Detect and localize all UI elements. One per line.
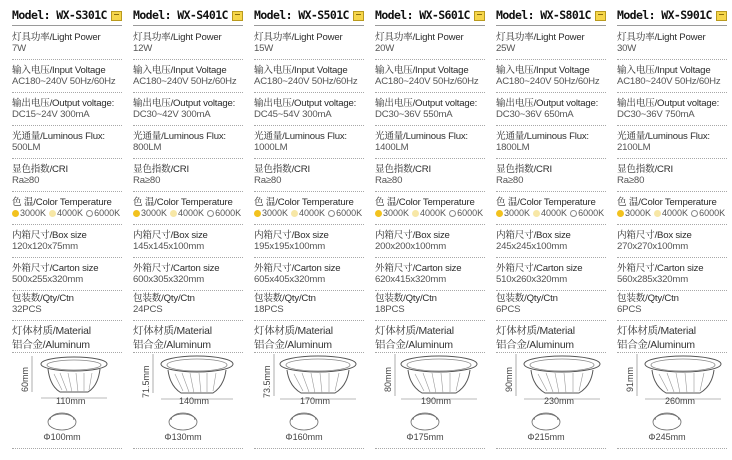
temp-neutral: 4000K	[299, 208, 326, 218]
cool-dot-icon	[449, 210, 456, 217]
title-rule	[133, 25, 243, 26]
flux-label: 光通量/Luminous Flux:	[375, 131, 468, 142]
carton-value: 605x405x320mm	[254, 274, 325, 285]
bottom-rule	[375, 448, 485, 449]
temp-cool: 6000K	[699, 208, 726, 218]
temp-row	[617, 192, 727, 225]
carton-row	[254, 258, 364, 291]
input-row	[496, 60, 606, 93]
output-value: DC45~54V 300mA	[254, 109, 332, 120]
box-value: 245x245x100mm	[496, 241, 567, 252]
warm-dot-icon	[617, 210, 624, 217]
warm-dot-icon	[133, 210, 140, 217]
flux-row	[12, 126, 122, 159]
flux-row	[133, 126, 243, 159]
input-label: 输入电压/Input Voltage	[12, 65, 106, 76]
box-label: 内箱尺寸/Box size	[133, 230, 208, 241]
temp-options	[375, 208, 486, 218]
power-value: 25W	[496, 43, 516, 54]
title-rule	[12, 25, 122, 26]
flux-row	[254, 126, 364, 159]
height-dimension: 73.5mm	[262, 365, 272, 398]
temp-neutral: 4000K	[662, 208, 689, 218]
input-row	[617, 60, 727, 93]
flux-label: 光通量/Luminous Flux:	[496, 131, 589, 142]
material-row	[617, 320, 727, 353]
cri-row	[375, 159, 485, 192]
qty-row	[617, 288, 727, 321]
material-row	[254, 320, 364, 353]
output-value: DC30~36V 650mA	[496, 109, 574, 120]
qty-value: 6PCS	[617, 304, 642, 315]
power-value: 12W	[133, 43, 153, 54]
output-label: 输出电压/Output voltage:	[617, 98, 720, 109]
spec-column-s301c	[12, 0, 128, 460]
temp-neutral: 4000K	[178, 208, 205, 218]
title-rule	[254, 25, 364, 26]
output-value: DC30~36V 550mA	[375, 109, 453, 120]
energy-badge-icon	[111, 11, 122, 21]
qty-row	[375, 288, 485, 321]
power-value: 30W	[617, 43, 637, 54]
output-value: DC30~36V 750mA	[617, 109, 695, 120]
output-value: DC15~24V 300mA	[12, 109, 90, 120]
cri-label: 显色指数/CRI	[496, 164, 552, 175]
flux-row	[496, 126, 606, 159]
model-title: Model: WX-S401C	[133, 8, 228, 22]
temp-label: 色 温/Color Temperature	[375, 197, 475, 208]
qty-row	[496, 288, 606, 321]
material-label: 灯体材质/Material	[254, 326, 333, 337]
carton-label: 外箱尺寸/Carton size	[254, 263, 341, 274]
power-label: 灯具功率/Light Power	[254, 32, 343, 43]
input-label: 输入电压/Input Voltage	[254, 65, 348, 76]
spec-column-s801c	[496, 0, 612, 460]
temp-label: 色 温/Color Temperature	[254, 197, 354, 208]
qty-value: 18PCS	[254, 304, 284, 315]
carton-value: 500x255x320mm	[12, 274, 83, 285]
input-row	[133, 60, 243, 93]
input-value: AC180~240V 50Hz/60Hz	[496, 76, 600, 87]
temp-options	[133, 208, 244, 218]
qty-label: 包装数/Qty/Ctn	[496, 293, 558, 304]
input-label: 输入电压/Input Voltage	[617, 65, 711, 76]
temp-options	[12, 208, 123, 218]
height-dimension: 60mm	[20, 366, 30, 392]
qty-value: 24PCS	[133, 304, 163, 315]
carton-value: 620x415x320mm	[375, 274, 446, 285]
input-label: 输入电压/Input Voltage	[133, 65, 227, 76]
material-label: 灯体材质/Material	[496, 326, 575, 337]
carton-label: 外箱尺寸/Carton size	[496, 263, 583, 274]
warm-dot-icon	[496, 210, 503, 217]
neutral-dot-icon	[291, 210, 298, 217]
spec-column-s401c	[133, 0, 249, 460]
flux-label: 光通量/Luminous Flux:	[254, 131, 347, 142]
power-row	[254, 27, 364, 60]
model-title: Model: WX-S501C	[254, 8, 349, 22]
material-value: 铝合金/Aluminum	[133, 340, 211, 351]
cutout-dimension: Φ215mm	[527, 432, 565, 442]
input-row	[12, 60, 122, 93]
temp-neutral: 4000K	[541, 208, 568, 218]
output-label: 输出电压/Output voltage:	[375, 98, 478, 109]
material-value: 铝合金/Aluminum	[12, 340, 90, 351]
cri-label: 显色指数/CRI	[254, 164, 310, 175]
power-row	[617, 27, 727, 60]
material-value: 铝合金/Aluminum	[254, 340, 332, 351]
input-row	[254, 60, 364, 93]
material-label: 灯体材质/Material	[617, 326, 696, 337]
flux-value: 2100LM	[617, 142, 651, 153]
flux-label: 光通量/Luminous Flux:	[133, 131, 226, 142]
model-title: Model: WX-S301C	[12, 8, 107, 22]
material-row	[133, 320, 243, 353]
width-dimension: 230mm	[544, 396, 575, 406]
neutral-dot-icon	[49, 210, 56, 217]
box-row	[12, 225, 122, 258]
power-row	[496, 27, 606, 60]
temp-row	[133, 192, 243, 225]
bottom-rule	[254, 448, 364, 449]
temp-row	[12, 192, 122, 225]
cri-row	[496, 159, 606, 192]
temp-warm: 3000K	[141, 208, 168, 218]
carton-row	[133, 258, 243, 291]
output-row	[12, 93, 122, 126]
output-value: DC30~42V 300mA	[133, 109, 211, 120]
flux-label: 光通量/Luminous Flux:	[617, 131, 710, 142]
temp-row	[375, 192, 485, 225]
flux-value: 800LM	[133, 142, 162, 153]
material-value: 铝合金/Aluminum	[496, 340, 574, 351]
output-row	[496, 93, 606, 126]
box-label: 内箱尺寸/Box size	[12, 230, 87, 241]
cri-label: 显色指数/CRI	[617, 164, 673, 175]
temp-cool: 6000K	[457, 208, 484, 218]
cri-value: Ra≥80	[133, 175, 161, 186]
flux-row	[375, 126, 485, 159]
bottom-rule	[617, 448, 727, 449]
cool-dot-icon	[207, 210, 214, 217]
energy-badge-icon	[474, 11, 485, 21]
carton-row	[496, 258, 606, 291]
cri-value: Ra≥80	[375, 175, 403, 186]
temp-warm: 3000K	[262, 208, 289, 218]
width-dimension: 190mm	[421, 396, 452, 406]
model-title: Model: WX-S901C	[617, 8, 712, 22]
bottom-rule	[12, 448, 122, 449]
box-value: 200x200x100mm	[375, 241, 446, 252]
temp-cool: 6000K	[215, 208, 242, 218]
warm-dot-icon	[375, 210, 382, 217]
model-title: Model: WX-S801C	[496, 8, 591, 22]
power-label: 灯具功率/Light Power	[496, 32, 585, 43]
cri-row	[254, 159, 364, 192]
carton-value: 560x285x320mm	[617, 274, 688, 285]
temp-label: 色 温/Color Temperature	[617, 197, 717, 208]
carton-row	[617, 258, 727, 291]
power-value: 20W	[375, 43, 395, 54]
qty-label: 包装数/Qty/Ctn	[12, 293, 74, 304]
neutral-dot-icon	[170, 210, 177, 217]
qty-row	[133, 288, 243, 321]
temp-neutral: 4000K	[420, 208, 447, 218]
temp-warm: 3000K	[625, 208, 652, 218]
qty-label: 包装数/Qty/Ctn	[254, 293, 316, 304]
temp-neutral: 4000K	[57, 208, 84, 218]
box-row	[133, 225, 243, 258]
cutout-dimension: Φ245mm	[648, 432, 686, 442]
input-row	[375, 60, 485, 93]
box-value: 270x270x100mm	[617, 241, 688, 252]
carton-value: 600x305x320mm	[133, 274, 204, 285]
cri-row	[617, 159, 727, 192]
bottom-rule	[133, 448, 243, 449]
title-rule	[375, 25, 485, 26]
energy-badge-icon	[232, 11, 243, 21]
width-dimension: 140mm	[179, 396, 210, 406]
cri-row	[12, 159, 122, 192]
qty-value: 32PCS	[12, 304, 42, 315]
flux-row	[617, 126, 727, 159]
title-rule	[496, 25, 606, 26]
qty-label: 包装数/Qty/Ctn	[375, 293, 437, 304]
input-value: AC180~240V 50Hz/60Hz	[12, 76, 116, 87]
input-value: AC180~240V 50Hz/60Hz	[133, 76, 237, 87]
cutout-dimension: Φ100mm	[43, 432, 81, 442]
box-row	[375, 225, 485, 258]
output-label: 输出电压/Output voltage:	[254, 98, 357, 109]
cutout-dimension: Φ175mm	[406, 432, 444, 442]
carton-value: 510x260x320mm	[496, 274, 567, 285]
title-rule	[617, 25, 727, 26]
carton-label: 外箱尺寸/Carton size	[617, 263, 704, 274]
power-row	[12, 27, 122, 60]
input-value: AC180~240V 50Hz/60Hz	[254, 76, 358, 87]
energy-badge-icon	[595, 11, 606, 21]
carton-row	[12, 258, 122, 291]
carton-row	[375, 258, 485, 291]
temp-cool: 6000K	[94, 208, 121, 218]
height-dimension: 90mm	[504, 366, 514, 392]
material-row	[375, 320, 485, 353]
cri-value: Ra≥80	[617, 175, 645, 186]
temp-cool: 6000K	[336, 208, 363, 218]
cri-label: 显色指数/CRI	[12, 164, 68, 175]
flux-label: 光通量/Luminous Flux:	[12, 131, 105, 142]
qty-value: 6PCS	[496, 304, 521, 315]
energy-badge-icon	[353, 11, 364, 21]
output-label: 输出电压/Output voltage:	[496, 98, 599, 109]
output-row	[133, 93, 243, 126]
box-value: 145x145x100mm	[133, 241, 204, 252]
cutout-dimension: Φ130mm	[164, 432, 202, 442]
box-value: 195x195x100mm	[254, 241, 325, 252]
temp-cool: 6000K	[578, 208, 605, 218]
temp-row	[496, 192, 606, 225]
box-label: 内箱尺寸/Box size	[375, 230, 450, 241]
material-label: 灯体材质/Material	[12, 326, 91, 337]
temp-warm: 3000K	[20, 208, 47, 218]
neutral-dot-icon	[533, 210, 540, 217]
temp-label: 色 温/Color Temperature	[133, 197, 233, 208]
qty-row	[254, 288, 364, 321]
cool-dot-icon	[328, 210, 335, 217]
height-dimension: 91mm	[625, 366, 635, 392]
carton-label: 外箱尺寸/Carton size	[12, 263, 99, 274]
energy-badge-icon	[716, 11, 727, 21]
box-label: 内箱尺寸/Box size	[254, 230, 329, 241]
temp-label: 色 温/Color Temperature	[496, 197, 596, 208]
flux-value: 500LM	[12, 142, 41, 153]
warm-dot-icon	[254, 210, 261, 217]
flux-value: 1800LM	[496, 142, 530, 153]
power-label: 灯具功率/Light Power	[12, 32, 101, 43]
power-value: 7W	[12, 43, 26, 54]
output-row	[617, 93, 727, 126]
spec-column-s601c	[375, 0, 491, 460]
cri-value: Ra≥80	[12, 175, 40, 186]
warm-dot-icon	[12, 210, 19, 217]
flux-value: 1400LM	[375, 142, 409, 153]
power-value: 15W	[254, 43, 274, 54]
width-dimension: 110mm	[56, 396, 86, 406]
input-value: AC180~240V 50Hz/60Hz	[375, 76, 479, 87]
temp-row	[254, 192, 364, 225]
power-label: 灯具功率/Light Power	[375, 32, 464, 43]
qty-label: 包装数/Qty/Ctn	[133, 293, 195, 304]
height-dimension: 71.5mm	[141, 365, 151, 398]
spec-column-s501c	[254, 0, 370, 460]
temp-warm: 3000K	[383, 208, 410, 218]
neutral-dot-icon	[412, 210, 419, 217]
cri-label: 显色指数/CRI	[375, 164, 431, 175]
height-dimension: 80mm	[383, 366, 393, 392]
output-row	[375, 93, 485, 126]
material-row	[496, 320, 606, 353]
power-label: 灯具功率/Light Power	[617, 32, 706, 43]
output-row	[254, 93, 364, 126]
material-value: 铝合金/Aluminum	[617, 340, 695, 351]
power-row	[375, 27, 485, 60]
model-title: Model: WX-S601C	[375, 8, 470, 22]
cri-row	[133, 159, 243, 192]
flux-value: 1000LM	[254, 142, 288, 153]
input-label: 输入电压/Input Voltage	[375, 65, 469, 76]
output-label: 输出电压/Output voltage:	[133, 98, 236, 109]
material-label: 灯体材质/Material	[375, 326, 454, 337]
box-label: 内箱尺寸/Box size	[496, 230, 571, 241]
cool-dot-icon	[570, 210, 577, 217]
cool-dot-icon	[691, 210, 698, 217]
input-label: 输入电压/Input Voltage	[496, 65, 590, 76]
width-dimension: 170mm	[300, 396, 331, 406]
bottom-rule	[496, 448, 606, 449]
box-label: 内箱尺寸/Box size	[617, 230, 692, 241]
temp-warm: 3000K	[504, 208, 531, 218]
box-value: 120x120x75mm	[12, 241, 78, 252]
material-row	[12, 320, 122, 353]
carton-label: 外箱尺寸/Carton size	[375, 263, 462, 274]
material-label: 灯体材质/Material	[133, 326, 212, 337]
box-row	[496, 225, 606, 258]
qty-value: 18PCS	[375, 304, 405, 315]
power-label: 灯具功率/Light Power	[133, 32, 222, 43]
cutout-dimension: Φ160mm	[285, 432, 323, 442]
box-row	[254, 225, 364, 258]
temp-label: 色 温/Color Temperature	[12, 197, 112, 208]
width-dimension: 260mm	[665, 396, 696, 406]
material-value: 铝合金/Aluminum	[375, 340, 453, 351]
box-row	[617, 225, 727, 258]
cri-value: Ra≥80	[496, 175, 524, 186]
cri-value: Ra≥80	[254, 175, 282, 186]
spec-column-s901c	[617, 0, 732, 460]
carton-label: 外箱尺寸/Carton size	[133, 263, 220, 274]
cri-label: 显色指数/CRI	[133, 164, 189, 175]
power-row	[133, 27, 243, 60]
qty-label: 包装数/Qty/Ctn	[617, 293, 679, 304]
temp-options	[254, 208, 365, 218]
cool-dot-icon	[86, 210, 93, 217]
output-label: 输出电压/Output voltage:	[12, 98, 115, 109]
qty-row	[12, 288, 122, 321]
neutral-dot-icon	[654, 210, 661, 217]
input-value: AC180~240V 50Hz/60Hz	[617, 76, 721, 87]
temp-options	[617, 208, 728, 218]
temp-options	[496, 208, 607, 218]
